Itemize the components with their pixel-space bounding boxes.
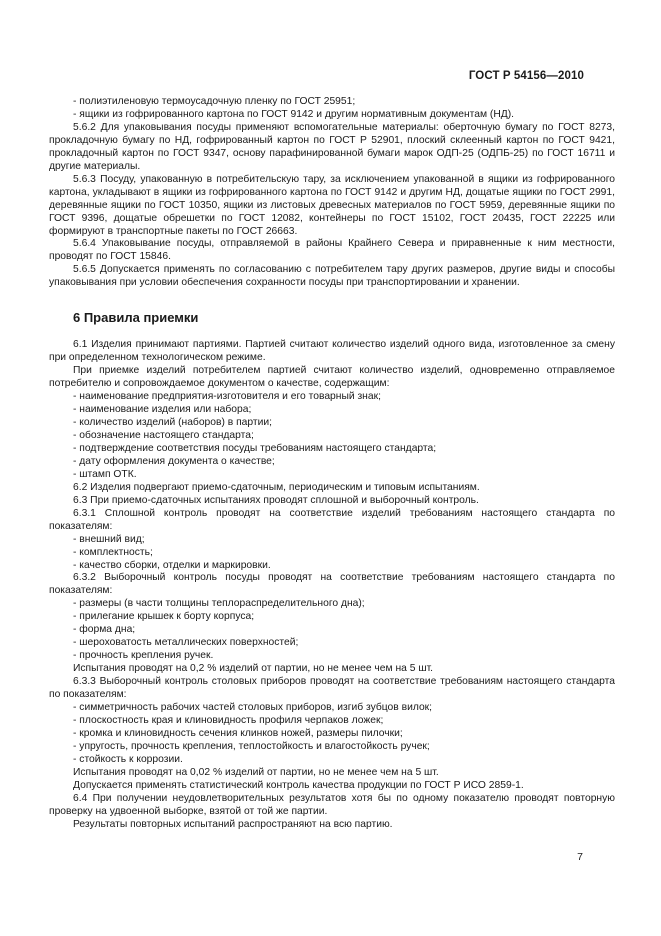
- paragraph: 6.3.3 Выборочный контроль столовых приборов проводят на соответствие требованиям настоящего стандарта по показателям:: [49, 676, 615, 701]
- paragraph: Испытания проводят на 0,2 % изделий от партии, но не менее чем на 5 шт.: [73, 663, 434, 675]
- paragraph: 5.6.5 Допускается применять по согласованию с потребителем тару других размеров, другие виды и способы упаковывания при условии обеспечения сохранности посуды при транспортировании и хранении.: [49, 264, 615, 289]
- paragraph: Результаты повторных испытаний распространяют на всю партию.: [73, 818, 393, 830]
- paragraph: 6.2 Изделия подвергают приемо-сдаточным, периодическим и типовым испытаниям.: [73, 481, 480, 493]
- list-item: - шероховатость металлических поверхностей;: [73, 637, 299, 649]
- list-item: - упругость, прочность крепления, теплостойкость и влагостойкость ручек;: [73, 740, 430, 752]
- list-item: - прочность крепления ручек.: [73, 650, 214, 662]
- list-item: - форма дна;: [73, 624, 136, 636]
- paragraph: Испытания проводят на 0,02 % изделий от партии, но не менее чем на 5 шт.: [73, 766, 439, 778]
- paragraph: Допускается применять статистический контроль качества продукции по ГОСТ Р ИСО 2859-1.: [73, 779, 524, 791]
- list-item: - качество сборки, отделки и маркировки.: [73, 559, 271, 571]
- list-item: - количество изделий (наборов) в партии;: [73, 417, 272, 429]
- page-number: 7: [577, 851, 583, 863]
- paragraph: 5.6.4 Упаковывание посуды, отправляемой в районы Крайнего Севера и приравненные к ним местности, проводят по ГОСТ 15846.: [49, 238, 615, 263]
- list-item: - кромка и клиновидность сечения клинков ножей, размеры пилочки;: [73, 727, 403, 739]
- paragraph: 6.4 При получении неудовлетворительных результатов хотя бы по одному показателю проводят повторную проверку на удвоенной выборке, взятой от той же партии.: [49, 792, 615, 817]
- list-item: - полиэтиленовую термоусадочную пленку по ГОСТ 25951;: [73, 96, 356, 107]
- list-item: - наименование изделия или набора;: [73, 404, 252, 416]
- paragraph: 6.3.2 Выборочный контроль посуды проводят на соответствие требованиям настоящего стандарта по показателям:: [49, 572, 615, 597]
- list-item: - симметричность рабочих частей столовых приборов, изгиб зубцов вилок;: [73, 701, 433, 713]
- list-item: - комплектность;: [73, 546, 153, 558]
- paragraph: 5.6.2 Для упаковывания посуды применяют вспомогательные материалы: оберточную бумагу по ГОСТ 8273, прокладочную бумагу по НД, гофрированный картон по ГОСТ Р 52901, плоский склеенный картон по ГОСТ 9421, прокладочный картон по ГОСТ 9347, основу парафинированной бумаги марок ОДП-25 (ОДПБ-25) по ГОСТ 16711 и другие материалы.: [49, 121, 615, 172]
- paragraph: 6.1 Изделия принимают партиями. Партией считают количество изделий одного вида, изготовленное за смену при определенном технологическом режиме.: [49, 339, 615, 364]
- paragraph: 5.6.3 Посуду, упакованную в потребительскую тару, за исключением упакованной в ящики из гофрированного картона, укладывают в ящики из гофрированного картона по ГОСТ 9142 и другим НД, дощатые ящики по ГОСТ 2991, деревянные ящики по ГОСТ 10350, ящики из листовых древесных материалов по ГОСТ 5959, деревянные ящики по ГОСТ 9396, дощатые обрешетки по ГОСТ 12082, контейнеры по ГОСТ 15102, ГОСТ 20435, ГОСТ 22225 или формируют в транспортные пакеты по ГОСТ 26663.: [49, 173, 615, 237]
- list-item: - наименование предприятия-изготовителя и его товарный знак;: [73, 391, 381, 403]
- list-item: - подтверждение соответствия посуды требованиям настоящего стандарта;: [73, 442, 437, 454]
- list-item: - обозначение настоящего стандарта;: [73, 429, 254, 441]
- list-item: - дату оформления документа о качестве;: [73, 455, 275, 467]
- document-body: [49, 96, 615, 832]
- list-item: - штамп ОТК.: [73, 468, 137, 480]
- list-item: - плоскостность края и клиновидность профиля черпаков ложек;: [73, 714, 384, 726]
- list-item: - ящики из гофрированного картона по ГОСТ 9142 и другим нормативным документам (НД).: [73, 108, 515, 120]
- document-header: ГОСТ Р 54156—2010: [468, 70, 584, 82]
- paragraph: 6.3 При приемо-сдаточных испытаниях проводят сплошной и выборочный контроль.: [73, 494, 479, 506]
- list-item: - размеры (в части толщины теплораспределительного дна);: [73, 598, 365, 610]
- paragraph: 6.3.1 Сплошной контроль проводят на соответствие изделий требованиям настоящего стандарта по показателям:: [49, 507, 615, 532]
- list-item: - прилегание крышек к борту корпуса;: [73, 611, 255, 623]
- section-block: [49, 339, 615, 831]
- paragraph: При приемке изделий потребителем партией считают количество изделий, одновременно отправляемое потребителю и сопровождаемое документом о качестве, содержащим:: [49, 365, 615, 390]
- list-item: - стойкость к коррозии.: [73, 753, 183, 765]
- intro-block: [49, 96, 615, 290]
- section-title: 6 Правила приемки: [73, 310, 199, 326]
- list-item: - внешний вид;: [73, 533, 145, 545]
